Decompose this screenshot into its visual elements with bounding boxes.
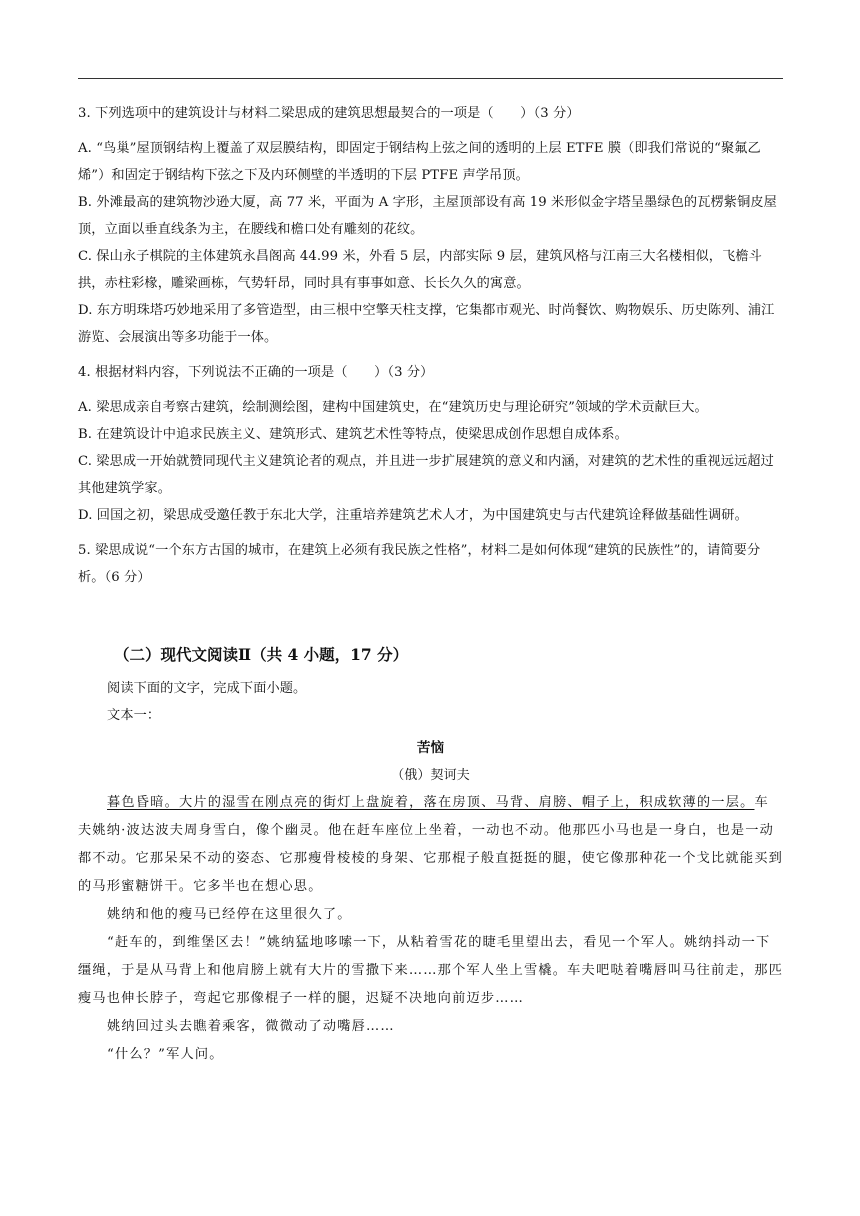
story-paragraph-2: 姚纳和他的瘦马已经停在这里很久了。 bbox=[107, 907, 352, 922]
story-paragraph-1-rest: 车夫姚纳·波达波夫周身雪白，像个幽灵。他在赶车座位上坐着，一动也不动。他那匹小马也是一身白，也是一动都不动。它那呆呆不动的姿态、它那瘦骨棱棱的身架、它那棍子般直挺挺的腿，使它像那种花一个戈比就能买到的马形蜜糖饼干。它多半也在想心思。 bbox=[78, 795, 783, 894]
story-paragraph-4: 姚纳回过头去瞧着乘客，微微动了动嘴唇…… bbox=[107, 1019, 395, 1034]
reading-instruction: 阅读下面的文字，完成下面小题。 bbox=[107, 681, 307, 696]
q3-option-a: A. “鸟巢”屋顶钢结构上覆盖了双层膜结构，即固定于钢结构上弦之间的透明的上层 ETFE 膜（即我们常说的“聚氟乙烯”）和固定于钢结构下弦之下及内环侧壁的半透明的下层 PTFE 声学吊顶。 bbox=[78, 141, 761, 183]
header-rule bbox=[78, 78, 783, 79]
q4-option-d: D. 回国之初，梁思成受邀任教于东北大学，注重培养建筑艺术人才，为中国建筑史与古代建筑诠释做基础性调研。 bbox=[78, 508, 748, 523]
q4-option-c: C. 梁思成一开始就赞同现代主义建筑论者的观点，并且进一步扩展建筑的意义和内涵，对建筑的艺术性的重视远远超过其他建筑学家。 bbox=[78, 454, 774, 496]
q4-stem: 4. 根据材料内容，下列说法不正确的一项是（ ）（3 分） bbox=[78, 365, 434, 380]
q3-stem: 3. 下列选项中的建筑设计与材料二梁思成的建筑思想最契合的一项是（ ）（3 分） bbox=[78, 106, 580, 121]
page-content bbox=[78, 100, 783, 1069]
q3-option-d: D. 东方明珠塔巧妙地采用了多管造型，由三根中空擎天柱支撑，它集都市观光、时尚餐饮、购物娱乐、历史陈列、浦江游览、会展演出等多功能于一体。 bbox=[78, 303, 775, 345]
q4-option-b: B. 在建筑设计中追求民族主义、建筑形式、建筑艺术性等特点，使梁思成创作思想自成体系。 bbox=[78, 427, 628, 442]
story-paragraph-1 bbox=[78, 789, 783, 901]
underlined-passage: 暮色昏暗。大片的湿雪在刚点亮的街灯上盘旋着，落在房顶、马背、肩膀、帽子上，积成软薄的一层。 bbox=[107, 795, 755, 810]
q4-option-a: A. 梁思成亲自考察古建筑，绘制测绘图，建构中国建筑史，在“建筑历史与理论研究”领域的学术贡献巨大。 bbox=[78, 400, 708, 415]
story-paragraph-5: “什么？”军人问。 bbox=[107, 1047, 224, 1062]
q3-option-c: C. 保山永子棋院的主体建筑永昌阁高 44.99 米，外看 5 层，内部实际 9 层，建筑风格与江南三大名楼相似，飞檐斗拱，赤柱彩椽，雕梁画栋，气势轩昂，同时具有事事如意、长长久久的寓意。 bbox=[78, 249, 762, 291]
story-author: （俄）契诃夫 bbox=[391, 768, 470, 783]
q5-stem: 5. 梁思成说“一个东方古国的城市，在建筑上必须有我民族之性格”，材料二是如何体现“建筑的民族性”的，请简要分析。（6 分） bbox=[78, 543, 761, 585]
text-label: 文本一： bbox=[107, 708, 161, 723]
story-paragraph-3: “赶车的，到维堡区去！”姚纳猛地哆嗦一下，从粘着雪花的睫毛里望出去，看见一个军人。姚纳抖动一下缰绳，于是从马背上和他肩膀上就有大片的雪撒下来……那个军人坐上雪橇。车夫吧哒着嘴唇叫马往前走，那匹瘦马也伸长脖子，弯起它那像棍子一样的腿，迟疑不决地向前迈步…… bbox=[78, 935, 783, 1006]
section-heading: （二）现代文阅读Ⅱ（共 4 小题，17 分） bbox=[114, 645, 409, 664]
q3-option-b: B. 外滩最高的建筑物沙逊大厦，高 77 米，平面为 A 字形，主屋顶部设有高 19 米形似金字塔呈墨绿色的瓦楞紫铜皮屋顶，立面以垂直线条为主，在腰线和檐口处有雕刻的花纹。 bbox=[78, 195, 777, 237]
story-title: 苦恼 bbox=[416, 740, 445, 756]
